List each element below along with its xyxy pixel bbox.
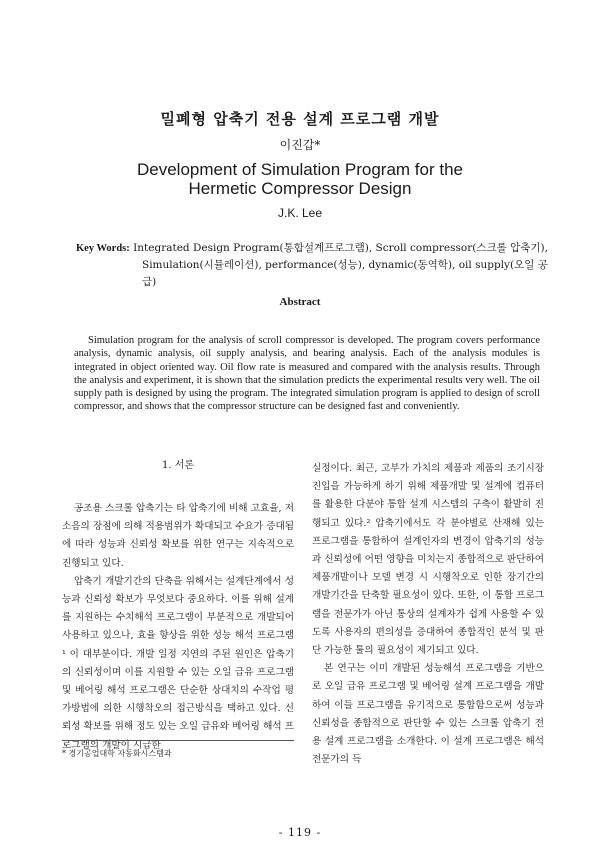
english-author: J.K. Lee [277, 206, 323, 220]
right-column [312, 460, 544, 769]
page-number: - 119 - [278, 826, 322, 839]
keywords-line2: Simulation(시뮬레이션), performance(성능), dynamic(동역학), oil supply(오일 공급) [142, 259, 548, 288]
affiliation-footnote: * 경기공업대학 자동화시스템과 [62, 749, 172, 758]
abstract-heading: Abstract [279, 296, 321, 308]
korean-author: 이진갑* [279, 138, 321, 152]
footnote-divider [62, 740, 294, 741]
right-paragraph-2: 본 연구는 이미 개발된 성능해석 프로그램을 기반으로 오일 급유 프로그램 및 베어링 설계 프로그램을 개발하여 이들 프로그램을 유기적으로 통합함으로써 성능과 신뢰성을 종합적으로 판단할 수 있는 스크롤 압축기 전용 설계 프로그램을 소개한다. 이 설계 프로그램은 해석전문가의 득 [312, 663, 544, 766]
right-paragraph-1: 실정이다. 최근, 고부가 가치의 제품과 제품의 조기시장 진입을 가능하게 하기 위해 제품개발 및 설계에 컴퓨터를 활용한 다분야 통합 설계 시스템의 구축이 활발히 진행되고 있다.² 압축기에서도 각 분야별로 산재해 있는 프로그램을 통합하여 설계인자의 변경이 압축기의 성능과 신뢰성에 어떤 영향을 미치는지 종합적으로 판단하여 제품개발이나 모델 변경 시 시행착오로 인한 장기간의 개발기간을 단축할 필요성이 있다. 또한, 이 통합 프로그램을 전문가가 아닌 통상의 설계자가 쉽게 사용할 수 있도록 사용자의 편의성을 증대하여 종합적인 분석 및 판단 가능한 툴의 필요성이 제기되고 있다. [312, 463, 544, 657]
english-title-line2: Hermetic Compressor Design [188, 179, 412, 198]
left-column [62, 458, 294, 755]
english-title-line1: Development of Simulation Program for the [137, 160, 463, 179]
left-paragraph-1: 공조용 스크롤 압축기는 타 압축기에 비해 고효율, 저소음의 장점에 의해 적용범위가 확대되고 수요가 증대됨에 따라 성능과 신뢰성 확보를 위한 연구는 지속적으로 진행되고 있다. [62, 503, 294, 569]
keywords-block [76, 240, 556, 291]
section-1-heading: 1. 서론 [161, 460, 195, 471]
keywords-label: Key Words: [76, 243, 130, 254]
abstract-text: Simulation program for the analysis of scroll compressor is developed. The program covers performance analysis, dynamic analysis, oil supply analysis, and bearing analysis. Each of the analysis modules is integrated in object oriented way. Oil flow rate is measured and compared with the analysis results. Through the analysis and experiment, it is shown that the simulation predicts the experimental results very well. The oil supply path is designed by using the program. The integrated simulation program is applied to design of scroll compressor, and shows that the compressor structure can be designed fast and conveniently. [74, 335, 540, 413]
abstract-body [74, 334, 540, 414]
left-paragraph-2: 압축기 개발기간의 단축을 위해서는 설계단계에서 성능과 신뢰성 확보가 무엇보다 중요하다. 이를 위해 설계를 지원하는 수치해석 프로그램이 부분적으로 개발되어 사용하고 있으나, 효율 향상을 위한 성능 해석 프로그램¹ 이 대부분이다. 개발 일정 지연의 주된 원인은 압축기의 신뢰성이며 이를 지원할 수 있는 오일 급유 프로그램 및 베어링 해석 프로그램은 단순한 상대치의 수작업 평가방법에 의한 시행착오의 접근방식을 택하고 있다. 신뢰성 확보를 위해 정도 있는 오일 급유와 베어링 해석 프로그램의 개발이 시급한 [62, 575, 294, 751]
keywords-line1: Integrated Design Program(통합설계프로그램), Scroll compressor(스크롤 압축기), [133, 242, 548, 254]
english-title [0, 160, 600, 198]
korean-title: 밀폐형 압축기 전용 설계 프로그램 개발 [160, 110, 440, 128]
